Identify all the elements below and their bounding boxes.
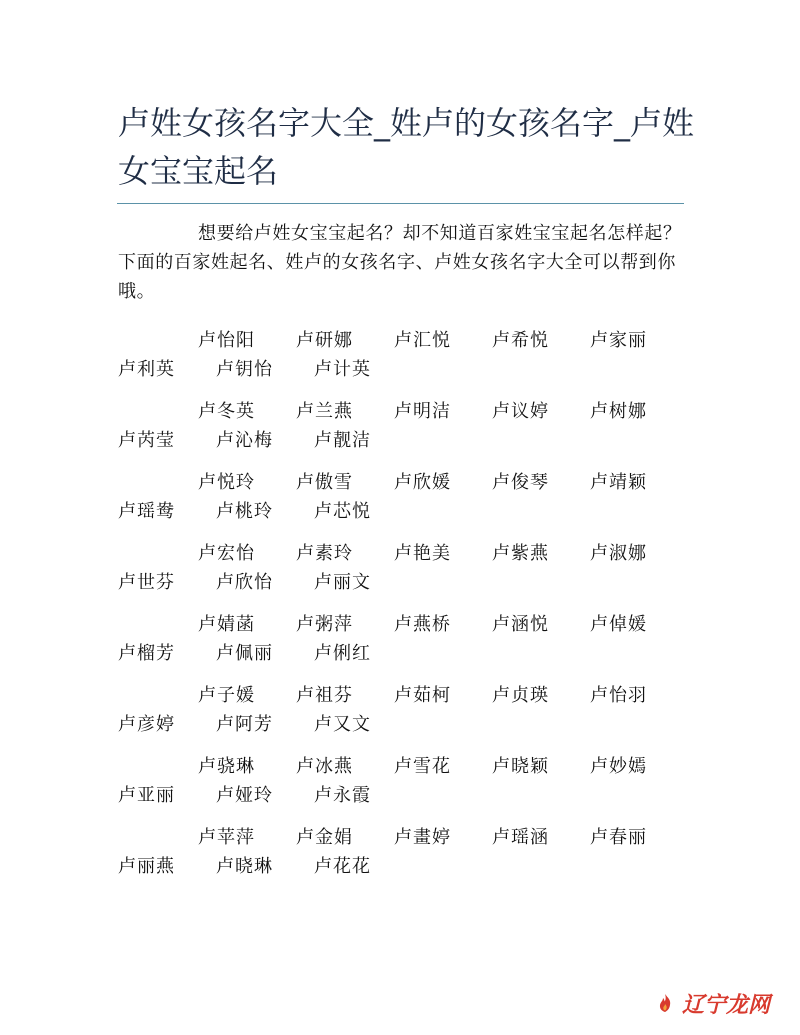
name-row bbox=[118, 539, 683, 568]
girl-name: 卢计英 bbox=[314, 359, 371, 380]
girl-name: 卢畫婷 bbox=[394, 827, 451, 848]
girl-name: 卢娅玲 bbox=[216, 785, 273, 806]
name-row bbox=[118, 752, 683, 781]
girl-name: 卢倬媛 bbox=[590, 614, 647, 635]
flame-logo-icon bbox=[654, 992, 676, 1014]
girl-name: 卢涵悦 bbox=[492, 614, 549, 635]
girl-name: 卢家丽 bbox=[590, 330, 647, 351]
girl-name: 卢贞瑛 bbox=[492, 685, 549, 706]
girl-name: 卢阿芳 bbox=[216, 714, 273, 735]
girl-name: 卢冰燕 bbox=[296, 756, 353, 777]
girl-name: 卢雪花 bbox=[394, 756, 451, 777]
name-group bbox=[118, 326, 683, 384]
name-group bbox=[118, 397, 683, 455]
girl-name: 卢兰燕 bbox=[296, 401, 353, 422]
girl-name: 卢欣怡 bbox=[216, 572, 273, 593]
girl-name: 卢俊琴 bbox=[492, 472, 549, 493]
name-row bbox=[118, 497, 683, 526]
name-row bbox=[118, 326, 683, 355]
site-watermark bbox=[654, 986, 774, 1020]
girl-name: 卢汇悦 bbox=[394, 330, 451, 351]
girl-name: 卢素玲 bbox=[296, 543, 353, 564]
girl-name: 卢沁梅 bbox=[216, 430, 273, 451]
girl-name: 卢又文 bbox=[314, 714, 371, 735]
girl-name: 卢研娜 bbox=[296, 330, 353, 351]
name-row bbox=[118, 639, 683, 668]
name-group bbox=[118, 468, 683, 526]
girl-name: 卢靖颖 bbox=[590, 472, 647, 493]
name-row bbox=[118, 426, 683, 455]
page-title: 卢姓女孩名字大全_姓卢的女孩名字_卢姓女宝宝起名 bbox=[118, 104, 695, 191]
name-group bbox=[118, 539, 683, 597]
girl-name: 卢傲雪 bbox=[296, 472, 353, 493]
girl-name: 卢茹柯 bbox=[394, 685, 451, 706]
girl-name: 卢燕桥 bbox=[394, 614, 451, 635]
article-body bbox=[118, 219, 683, 894]
girl-name: 卢树娜 bbox=[590, 401, 647, 422]
girl-name: 卢钥怡 bbox=[216, 359, 273, 380]
girl-name: 卢彦婷 bbox=[118, 714, 175, 735]
girl-name: 卢粥萍 bbox=[296, 614, 353, 635]
girl-name: 卢永霞 bbox=[314, 785, 371, 806]
girl-name: 卢祖芬 bbox=[296, 685, 353, 706]
name-group bbox=[118, 681, 683, 739]
girl-name: 卢冬英 bbox=[198, 401, 255, 422]
girl-name: 卢晓颖 bbox=[492, 756, 549, 777]
girl-name: 卢婧菡 bbox=[198, 614, 255, 635]
girl-name: 卢榴芳 bbox=[118, 643, 175, 664]
name-row bbox=[118, 781, 683, 810]
girl-name: 卢瑶鸯 bbox=[118, 501, 175, 522]
girl-name: 卢亚丽 bbox=[118, 785, 175, 806]
girl-name: 卢妙嫣 bbox=[590, 756, 647, 777]
name-group bbox=[118, 610, 683, 668]
name-group bbox=[118, 752, 683, 810]
girl-name: 卢希悦 bbox=[492, 330, 549, 351]
name-row bbox=[118, 710, 683, 739]
girl-name: 卢靓洁 bbox=[314, 430, 371, 451]
girl-name: 卢艳美 bbox=[394, 543, 451, 564]
girl-name: 卢欣媛 bbox=[394, 472, 451, 493]
girl-name: 卢佩丽 bbox=[216, 643, 273, 664]
girl-name: 卢明洁 bbox=[394, 401, 451, 422]
girl-name: 卢桃玲 bbox=[216, 501, 273, 522]
girl-name: 卢宏怡 bbox=[198, 543, 255, 564]
girl-name: 卢俐红 bbox=[314, 643, 371, 664]
girl-name: 卢春丽 bbox=[590, 827, 647, 848]
name-group bbox=[118, 823, 683, 881]
girl-name: 卢紫燕 bbox=[492, 543, 549, 564]
girl-name: 卢子媛 bbox=[198, 685, 255, 706]
girl-name: 卢丽燕 bbox=[118, 856, 175, 877]
name-row bbox=[118, 823, 683, 852]
name-row bbox=[118, 397, 683, 426]
girl-name: 卢晓琳 bbox=[216, 856, 273, 877]
girl-name: 卢骁琳 bbox=[198, 756, 255, 777]
name-row bbox=[118, 852, 683, 881]
girl-name: 卢淑娜 bbox=[590, 543, 647, 564]
girl-name: 卢苹萍 bbox=[198, 827, 255, 848]
name-row bbox=[118, 568, 683, 597]
girl-name: 卢世芬 bbox=[118, 572, 175, 593]
girl-name: 卢金娟 bbox=[296, 827, 353, 848]
intro-paragraph: 想要给卢姓女宝宝起名？却不知道百家姓宝宝起名怎样起？下面的百家姓起名、姓卢的女孩名字、卢姓女孩名字大全可以帮到你哦。 bbox=[118, 223, 682, 302]
girl-name: 卢芮莹 bbox=[118, 430, 175, 451]
girl-name: 卢利英 bbox=[118, 359, 175, 380]
name-row bbox=[118, 355, 683, 384]
name-list bbox=[118, 326, 683, 881]
name-row bbox=[118, 468, 683, 497]
watermark-text: 辽宁龙网 bbox=[682, 992, 771, 1018]
girl-name: 卢瑶涵 bbox=[492, 827, 549, 848]
girl-name: 卢丽文 bbox=[314, 572, 371, 593]
girl-name: 卢悦玲 bbox=[198, 472, 255, 493]
name-row bbox=[118, 610, 683, 639]
girl-name: 卢怡羽 bbox=[590, 685, 647, 706]
title-divider bbox=[117, 203, 684, 204]
girl-name: 卢议婷 bbox=[492, 401, 549, 422]
girl-name: 卢怡阳 bbox=[198, 330, 255, 351]
girl-name: 卢芯悦 bbox=[314, 501, 371, 522]
girl-name: 卢花花 bbox=[314, 856, 371, 877]
name-row bbox=[118, 681, 683, 710]
